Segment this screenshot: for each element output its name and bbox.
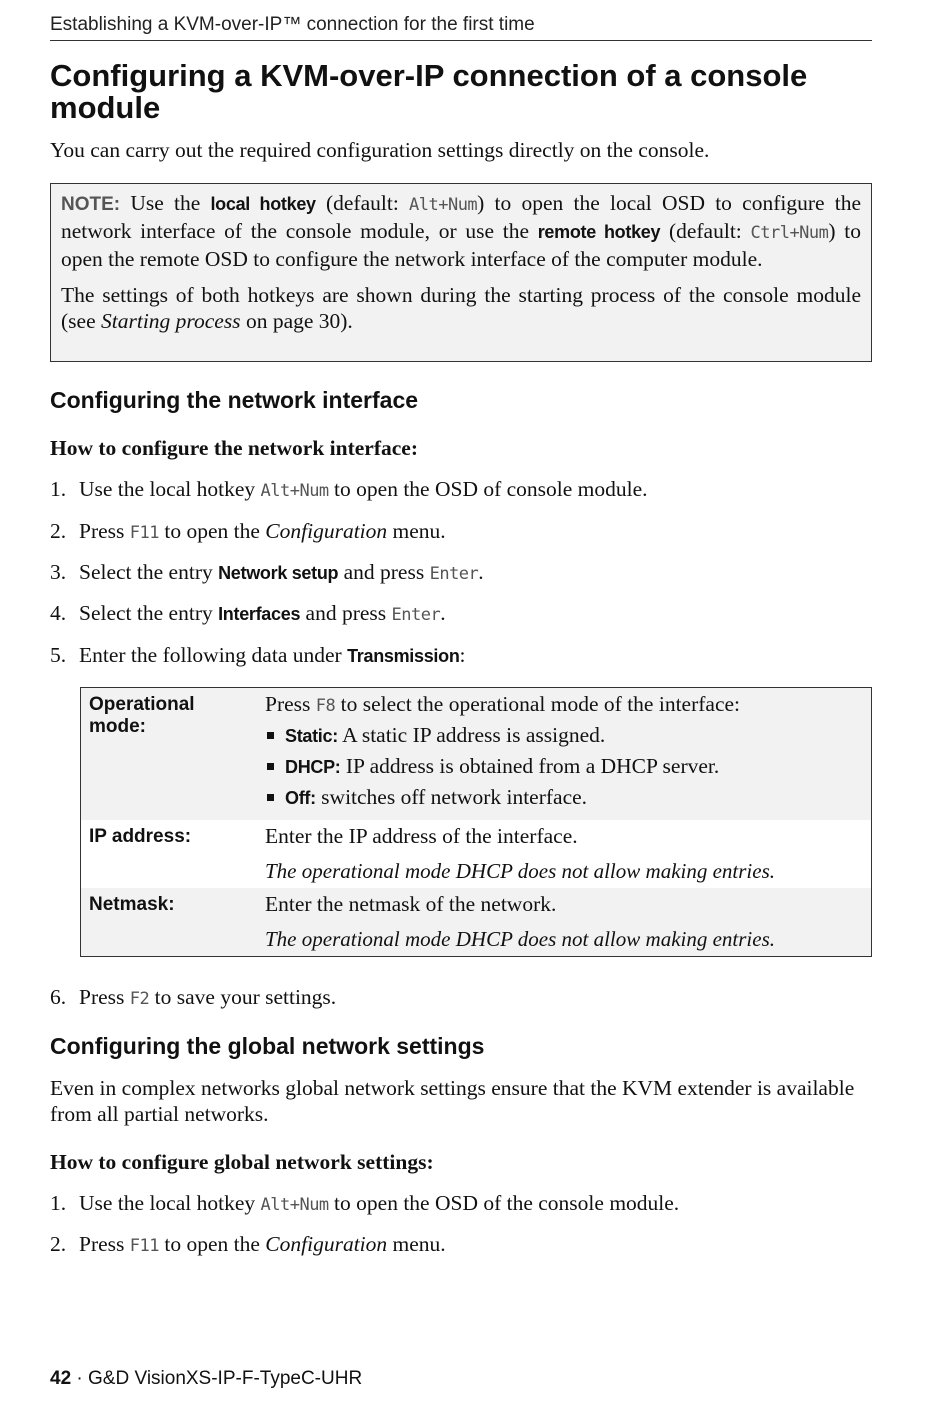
bullet-square-icon: [267, 732, 274, 739]
list-item: [265, 754, 863, 779]
key-alt-num: Alt+Num: [260, 481, 329, 501]
text-run: IP address is obtained from a DHCP server.: [340, 754, 720, 778]
note-paragraph-1: [61, 190, 861, 272]
settings-table: [80, 687, 872, 957]
text-run: to open the OSD of console module.: [328, 477, 648, 501]
text-run: Press: [79, 985, 130, 1009]
row-label: Operational mode:: [81, 688, 258, 821]
step-number: 6.: [50, 985, 67, 1009]
text-run: Use the: [120, 191, 211, 215]
step-number: 2.: [50, 1232, 67, 1256]
row-text: Enter the netmask of the network.: [265, 892, 557, 916]
bullet-square-icon: [267, 763, 274, 770]
mode-name: Off:: [285, 788, 316, 808]
note-label: NOTE:: [61, 194, 121, 215]
text-run: and press: [300, 601, 392, 625]
product-name: G&D VisionXS-IP-F-TypeC-UHR: [88, 1368, 363, 1389]
step-5: [50, 643, 466, 668]
key-ctrl-num: Ctrl+Num: [750, 223, 829, 243]
row-hint: The operational mode DHCP does not allow making entries.: [265, 859, 775, 883]
text-run: .: [478, 560, 484, 584]
text-run: Use the local hotkey: [79, 477, 261, 501]
mode-list: [265, 723, 863, 810]
text-run: Press: [79, 1232, 130, 1256]
running-header: Establishing a KVM-over-IP™ connection for the first time: [50, 14, 872, 41]
step-6: [50, 985, 336, 1010]
howto-heading-interface: How to configure the network interface:: [50, 436, 418, 460]
menu-entry-transmission: Transmission: [347, 646, 460, 666]
row-description: [257, 688, 872, 821]
step-2: [50, 519, 446, 544]
text-run: to open the: [159, 519, 266, 543]
page-footer: [50, 1368, 362, 1390]
table-row: [81, 688, 872, 821]
row-intro: [265, 692, 863, 717]
section-heading-global-settings: Configuring the global network settings: [50, 1033, 485, 1059]
step-number: 1.: [50, 477, 67, 501]
text-run: and press: [338, 560, 430, 584]
step-1: [50, 477, 648, 502]
row-label: IP address:: [89, 826, 192, 847]
page-title: Configuring a KVM-over-IP connection of a console module: [50, 58, 808, 125]
row-hint: The operational mode DHCP does not allow making entries.: [265, 927, 775, 951]
step-number: 4.: [50, 601, 67, 625]
key-f11: F11: [129, 1236, 159, 1256]
local-hotkey-term: local hotkey: [210, 194, 316, 214]
text-run: Use the local hotkey: [79, 1191, 261, 1215]
howto-heading-global: How to configure global network settings:: [50, 1150, 434, 1174]
menu-name: Configuration: [265, 1232, 388, 1256]
step-1: [50, 1191, 679, 1216]
row-label: Netmask:: [81, 888, 258, 957]
text-run: Select the entry: [79, 560, 219, 584]
step-number: 1.: [50, 1191, 67, 1215]
text-run: :: [459, 643, 466, 667]
text-run: .: [440, 601, 446, 625]
key-f8: F8: [315, 696, 336, 716]
mode-name: DHCP:: [285, 757, 341, 777]
step-number: 2.: [50, 519, 67, 543]
text-run: (default:: [315, 191, 410, 215]
section-heading-network-interface: Configuring the network interface: [50, 387, 419, 413]
step-2: [50, 1232, 446, 1257]
step-number: 3.: [50, 560, 67, 584]
cross-reference: Starting process: [101, 309, 241, 333]
text-run: A static IP address is assigned.: [337, 723, 606, 747]
key-alt-num: Alt+Num: [260, 1195, 329, 1215]
bullet-square-icon: [267, 794, 274, 801]
note-paragraph-2: [61, 282, 861, 334]
note-box: [50, 183, 872, 362]
text-run: menu.: [387, 1232, 446, 1256]
global-settings-paragraph: Even in complex networks global network settings ensure that the KVM extender is available from all partial networks.: [50, 1076, 855, 1126]
table-row: [81, 888, 872, 957]
row-description: [257, 820, 872, 888]
menu-entry-network-setup: Network setup: [218, 563, 339, 583]
key-alt-num: Alt+Num: [409, 195, 478, 215]
key-enter: Enter: [391, 605, 441, 625]
list-item: [265, 785, 863, 810]
text-run: (default:: [660, 219, 751, 243]
mode-name: Static:: [285, 726, 338, 746]
text-run: Enter the following data under: [79, 643, 348, 667]
text-run: ) to open the local OSD to configure the network interface of the console module, or use the: [61, 191, 862, 243]
key-f2: F2: [129, 989, 150, 1009]
list-item: [265, 723, 863, 748]
step-3: [50, 560, 484, 585]
text-run: to select the operational mode of the interface:: [335, 692, 741, 716]
text-run: on page 30).: [240, 309, 353, 333]
text-run: Press: [265, 692, 316, 716]
text-run: Press: [79, 519, 130, 543]
text-run: ) to open the remote OSD to configure the network interface of the computer module.: [61, 219, 861, 271]
key-f11: F11: [129, 523, 159, 543]
intro-paragraph: You can carry out the required configuration settings directly on the console.: [50, 138, 710, 162]
separator: ·: [71, 1368, 89, 1389]
text-run: to open the OSD of the console module.: [328, 1191, 680, 1215]
remote-hotkey-term: remote hotkey: [537, 222, 661, 242]
text-run: to open the: [159, 1232, 266, 1256]
text-run: Select the entry: [79, 601, 219, 625]
text-run: switches off network interface.: [315, 785, 588, 809]
page-number: 42: [50, 1368, 72, 1389]
step-number: 5.: [50, 643, 67, 667]
text-run: The settings of both hotkeys are shown during the starting process of the console module (see: [61, 283, 861, 333]
text-run: menu.: [387, 519, 446, 543]
menu-name: Configuration: [265, 519, 388, 543]
text-run: to save your settings.: [149, 985, 337, 1009]
menu-entry-interfaces: Interfaces: [218, 604, 301, 624]
key-enter: Enter: [429, 564, 479, 584]
table-row: [81, 820, 872, 888]
row-description: [257, 888, 872, 957]
step-4: [50, 601, 446, 626]
row-text: Enter the IP address of the interface.: [265, 824, 578, 848]
